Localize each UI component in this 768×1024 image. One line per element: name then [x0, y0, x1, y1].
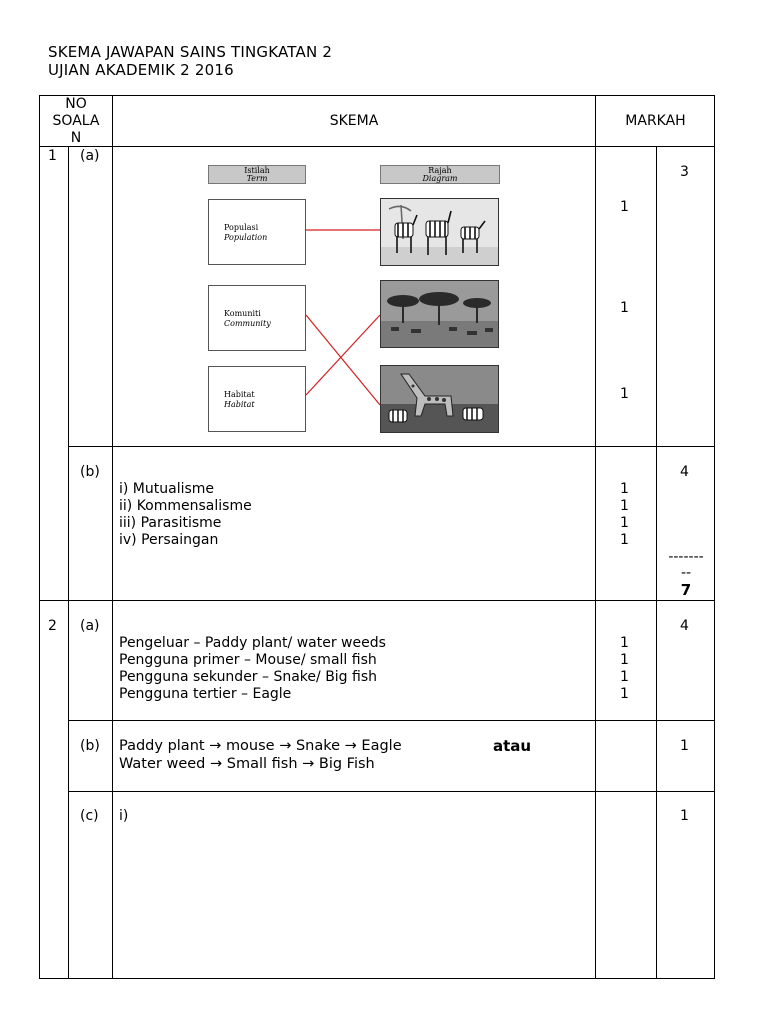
- mark-value: 1: [620, 386, 629, 402]
- subquestion-label: (a): [80, 618, 100, 634]
- mark-list: 1 1 1 1: [620, 635, 629, 702]
- header-markah: MARKAH: [625, 113, 686, 129]
- subquestion-total: 4: [680, 618, 689, 634]
- subquestion-label: (a): [80, 148, 100, 164]
- question-number: 1: [48, 148, 57, 164]
- question-grand-total: 7: [680, 581, 692, 599]
- food-chain-1: Paddy plant → mouse → Snake → Eagle: [119, 738, 402, 754]
- term-box-habitat: Habitat Habitat: [208, 366, 306, 432]
- mark-value: 1: [620, 300, 629, 316]
- mark-list: 1 1 1 1: [620, 481, 629, 548]
- mark-value: 1: [620, 199, 629, 215]
- document-subtitle: UJIAN AKADEMIK 2 2016: [48, 61, 234, 79]
- diagram-header-diagram: Rajah Diagram: [380, 165, 500, 184]
- subquestion-label: (c): [80, 808, 99, 824]
- answer-list: Pengeluar – Paddy plant/ water weeds Pengguna primer – Mouse/ small fish Pengguna sekunder – Snake/ Big fish Pengguna tertier – Eagle: [119, 635, 386, 702]
- matching-diagram: [200, 160, 505, 445]
- subquestion-label: (b): [80, 738, 100, 754]
- total-divider: ------- --: [668, 549, 704, 581]
- document-title: SKEMA JAWAPAN SAINS TINGKATAN 2: [48, 43, 333, 61]
- subquestion-total: 1: [680, 738, 689, 754]
- subquestion-label: (b): [80, 464, 100, 480]
- subquestion-total: 4: [680, 464, 689, 480]
- food-chain-2: Water weed → Small fish → Big Fish: [119, 756, 375, 772]
- term-box-community: Komuniti Community: [208, 285, 306, 351]
- question-number: 2: [48, 618, 57, 634]
- header-skema: SKEMA: [329, 113, 379, 129]
- answer-list: i) Mutualisme ii) Kommensalisme iii) Parasitisme iv) Persaingan: [119, 481, 252, 548]
- atau-label: atau: [493, 737, 532, 755]
- term-box-population: Populasi Population: [208, 199, 306, 265]
- subpart-label: i): [119, 808, 129, 824]
- matching-lines: [200, 160, 505, 445]
- header-no-soalan: NO SOALA N: [52, 96, 100, 146]
- subquestion-total: 1: [680, 808, 689, 824]
- diagram-header-term: Istilah Term: [208, 165, 306, 184]
- subquestion-total: 3: [680, 164, 689, 180]
